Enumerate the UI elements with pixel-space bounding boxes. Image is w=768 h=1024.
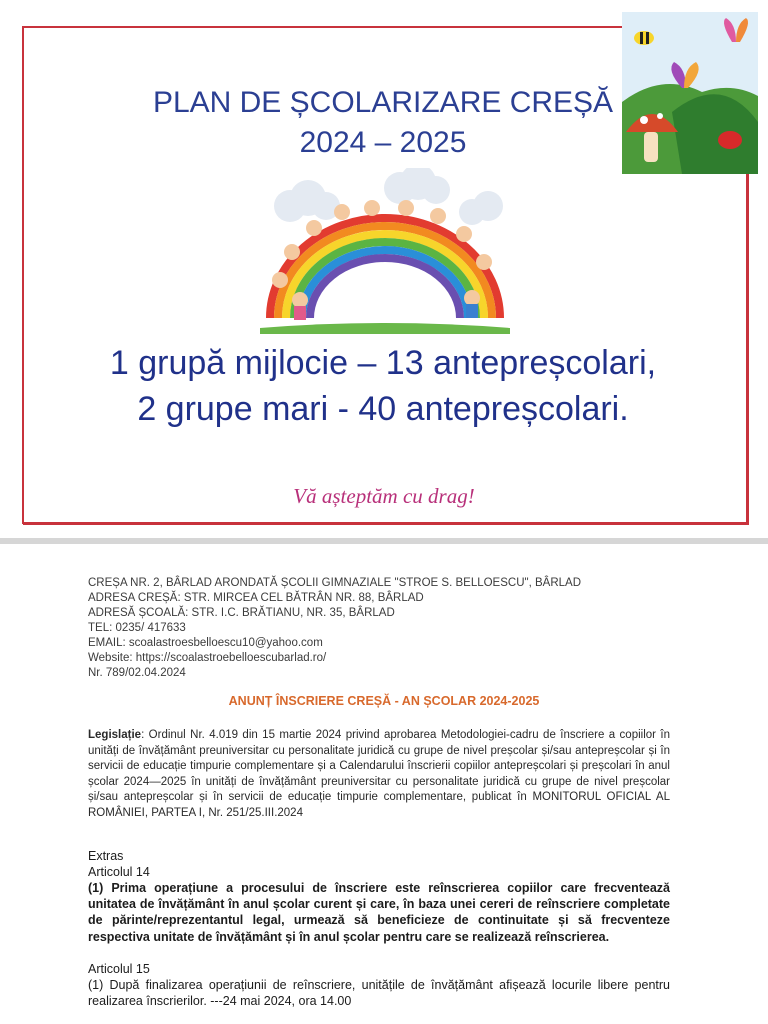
header-website: Website: https://scoalastroebelloescubarlad.ro/	[88, 652, 327, 664]
article-14-text: (1) Prima operațiune a procesului de înscriere este reînscrierea copiilor care frecventează unitatea de învățământ în anul școlar curent și care, în baza unei cereri de reînscriere completate de părinte/reprezentantul legal, urmează să beneficieze de continuitate și să frecventeze respectiva unitate de învățământ și în anul școlar pentru care se realizează reînscrierea.	[88, 881, 670, 944]
header-email: EMAIL: scoalastroesbelloescu10@yahoo.com	[88, 637, 323, 649]
flyer-title: PLAN DE ȘCOLARIZARE CREȘĂ	[152, 86, 614, 119]
article-15-text: (1) După finalizarea operațiunii de reînscriere, unitățile de învățământ afișează locurile libere pentru realizarea înscrierilor. ---24 mai 2024, ora 14.00	[88, 978, 670, 1009]
article-14-title: Articolul 14	[88, 865, 150, 879]
grass-shape	[260, 323, 510, 334]
announcement-title: ANUNȚ ÎNSCRIERE CREȘĂ - AN ȘCOLAR 2024-2025	[228, 694, 540, 708]
group-line-2: 2 grupe mari - 40 antepreșcolari.	[137, 390, 629, 428]
article-15-title: Articolul 15	[88, 962, 150, 976]
legislation-label: Legislație	[88, 729, 142, 741]
header-reg-number: Nr. 789/02.04.2024	[88, 667, 186, 679]
welcome-message: Vă așteptăm cu drag!	[293, 484, 475, 508]
header-phone: TEL: 0235/ 417633	[88, 622, 186, 634]
ladybug-icon	[718, 131, 742, 149]
legislation-paragraph	[88, 728, 670, 822]
extras-label: Extras	[88, 849, 124, 863]
group-line-1: 1 grupă mijlocie – 13 antepreșcolari,	[109, 344, 657, 382]
mushroom-illustration	[622, 12, 758, 174]
header-address-school: ADRESĂ ȘCOALĂ: STR. I.C. BRĂTIANU, NR. 35, BÂRLAD	[88, 607, 395, 619]
bee-icon	[634, 31, 654, 45]
flyer-year: 2024 – 2025	[299, 126, 467, 159]
header-institution: CREȘA NR. 2, BÂRLAD ARONDATĂ ȘCOLII GIMNAZIALE "STROE S. BELLOESCU", BÂRLAD	[88, 577, 582, 589]
rainbow-illustration	[250, 168, 520, 340]
legislation-text: : Ordinul Nr. 4.019 din 15 martie 2024 privind aprobarea Metodologiei-cadru de înscriere a copiilor în unități de învățământ preuniversitar cu personalitate juridică cu grupe de nivel preșcolar și/sau antepreșcolar și în servicii de educație timpurie complementare și a Calendarului înscrierii copiilor antepreșcolari și preșcolari în anul școlar 2024—2025 în unități de învățământ preuniversitar cu personalitate juridică cu grupe de nivel preșcolar și/sau antepreșcolar și în servicii de educație timpurie complementare, publicat în MONITORUL OFICIAL AL ROMÂNIEI, PARTEA I, Nr. 251/25.III.2024	[88, 729, 670, 819]
header-address-cresa: ADRESA CREȘĂ: STR. MIRCEA CEL BĂTRÂN NR. 88, BÂRLAD	[88, 592, 424, 604]
